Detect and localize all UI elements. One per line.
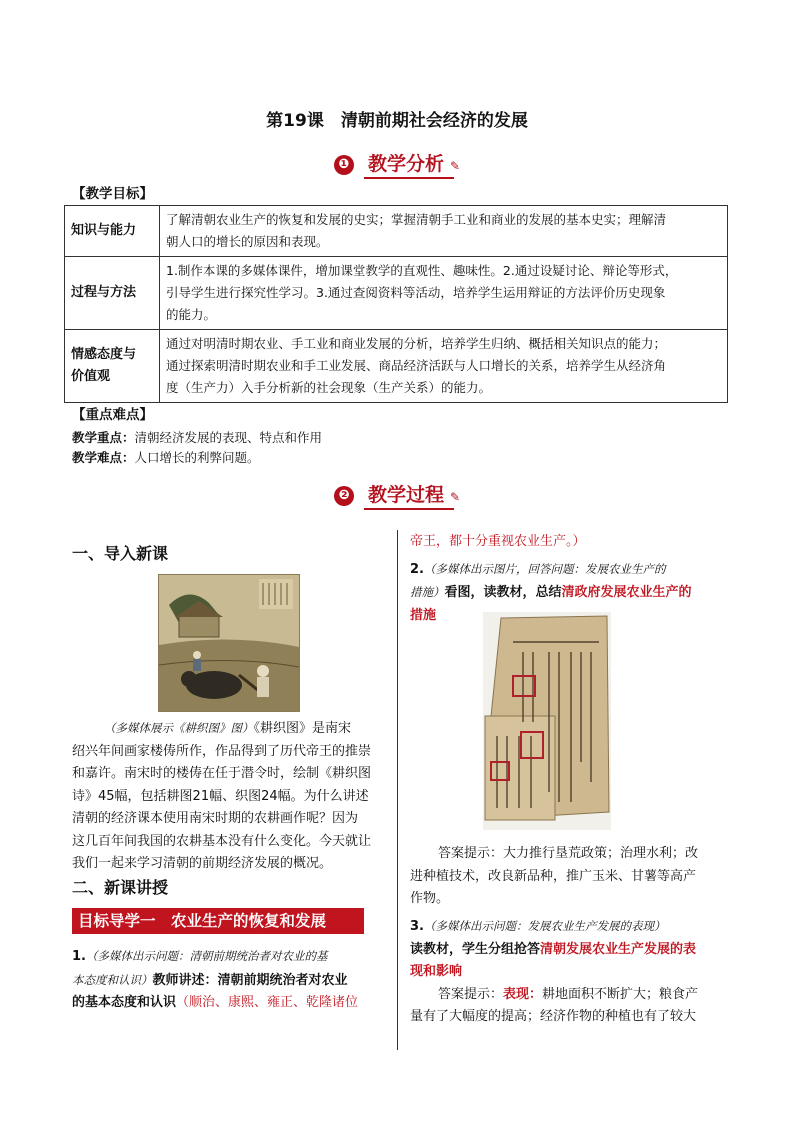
question-number: 3.	[410, 919, 424, 934]
goal-banner: 目标导学一 农业生产的恢复和发展	[72, 908, 364, 934]
difficulty-line	[72, 448, 260, 466]
media-note: （多媒体出示问题：清朝前期统治者对农业的基	[85, 949, 328, 963]
decor-dot-icon: ✎	[449, 490, 461, 504]
highlight-text: 现和影响	[410, 964, 463, 979]
para-line: 这几百年间我国的农耕基本没有什么变化。今天就让	[72, 833, 372, 849]
question-text: 教师讲述：清朝前期统治者对农业	[152, 972, 348, 988]
highlight-text: 措施	[410, 607, 437, 623]
heading-new-lesson: 二、新课讲授	[72, 878, 169, 897]
para-line: 诗》45幅，包括耕图21幅、织图24幅。为什么讲述	[72, 788, 369, 804]
row-key: 过程与方法	[65, 257, 160, 330]
para-line: 作物。	[410, 891, 450, 906]
highlight-text: 清政府发展农业生产的	[561, 585, 692, 600]
table-row	[65, 206, 728, 257]
content-line: 引导学生进行探究性学习。3.通过查阅资料等活动，培养学生运用辩证的方法评价历史现象	[166, 285, 666, 300]
highlight-text: （顺治、康熙、雍正、乾隆诸位	[176, 995, 359, 1010]
question-text: 的基本态度和认识	[72, 995, 177, 1010]
content-line: 了解清朝农业生产的恢复和发展的史实；掌握清朝手工业和商业的发展的基本史实；理解清	[166, 212, 667, 227]
lesson-title: 第19课 清朝前期社会经济的发展	[266, 111, 528, 131]
deed-document-image	[483, 612, 611, 830]
question-3	[410, 915, 730, 1029]
media-note: （多媒体展示《耕织图》图）	[104, 721, 254, 735]
para-line: 大力推行垦荒政策；治理水利；改	[503, 846, 699, 861]
difficulty-text: 人口增长的利弊问题。	[134, 450, 260, 465]
para-line: 清朝的经济课本使用南宋时期的农耕画作呢？因为	[72, 811, 359, 826]
keypoints-label: 【重点难点】	[72, 407, 153, 423]
question-1	[72, 945, 392, 1015]
gengzhi-painting-image	[158, 574, 300, 712]
highlight-text: 表现：	[503, 986, 543, 1002]
content-line: 通过对明清时期农业、手工业和商业发展的分析，培养学生归纳、概括相关知识点的能力；	[166, 336, 667, 351]
key-line: 价值观	[71, 369, 111, 384]
row-key	[65, 330, 160, 403]
content-line: 的能力。	[166, 307, 217, 322]
key-line: 情感态度与	[71, 347, 137, 362]
painting-illustration	[159, 575, 299, 711]
row-content	[160, 330, 728, 403]
column-divider	[397, 530, 398, 1050]
content-line: 朝人口的增长的原因和表现。	[166, 234, 329, 249]
objectives-table	[64, 205, 728, 403]
difficulty-label: 教学难点：	[72, 450, 135, 465]
section-title: 教学过程	[364, 484, 454, 510]
intro-paragraph	[72, 717, 392, 876]
answer-label: 答案提示：	[438, 846, 504, 861]
table-row	[65, 257, 728, 330]
section-title: 教学分析	[364, 153, 454, 179]
media-note: （多媒体出示图片，回答问题：发展农业生产的	[423, 561, 666, 576]
section-number-badge: ❶	[334, 155, 354, 175]
answer-label: 答案提示：	[438, 986, 504, 1002]
para-line: 我们一起来学习清朝的前期经济发展的概况。	[72, 856, 333, 871]
objectives-label: 【教学目标】	[72, 186, 153, 202]
question-text: 看图，读教材，总结	[444, 585, 562, 600]
heading-intro: 一、导入新课	[72, 544, 169, 563]
content-line: 度（生产力）入手分析新的社会现象（生产关系）的能力。	[166, 380, 492, 395]
table-row	[65, 330, 728, 403]
document-illustration	[483, 612, 611, 830]
question-number: 1.	[72, 949, 86, 964]
para-line: 量有了大幅度的提高；经济作物的种植也有了较大	[410, 1009, 697, 1024]
content-line: 1.制作本课的多媒体课件，增加课堂教学的直观性、趣味性。2.通过设疑讨论、辩论等形式，	[166, 263, 678, 278]
question-number: 2.	[410, 561, 424, 577]
question-text: 读教材，学生分组抢答	[410, 941, 541, 957]
para-line: 耕地面积不断扩大；粮食产	[542, 986, 699, 1002]
focus-label: 教学重点：	[72, 430, 135, 445]
decor-dot-icon: ✎	[449, 159, 461, 173]
para-line: 绍兴年间画家楼俦所作，作品得到了历代帝王的推崇	[72, 743, 372, 759]
focus-line	[72, 428, 322, 446]
section-heading-analysis	[0, 149, 794, 176]
section-number-badge: ❷	[334, 486, 354, 506]
media-note: 措施）	[410, 585, 445, 599]
content-line: 通过探索明清时期农业和手工业发展、商品经济活跃与人口增长的关系，培养学生从经济角	[166, 358, 667, 373]
highlight-text: 帝王，都十分重视农业生产。）	[410, 534, 586, 549]
section-heading-process	[0, 480, 794, 507]
highlight-text: 清朝发展农业生产发展的表	[540, 941, 697, 957]
media-note: （多媒体出示问题：发展农业生产发展的表现）	[423, 919, 666, 933]
row-content	[160, 206, 728, 257]
row-key: 知识与能力	[65, 206, 160, 257]
answer-2	[410, 843, 730, 911]
focus-text: 清朝经济发展的表现、特点和作用	[134, 430, 323, 445]
row-content	[160, 257, 728, 330]
media-note: 本态度和认识）	[72, 972, 153, 987]
para-line: 和嘉许。南宋时的楼俦在任于潜令时，绘制《耕织图	[72, 766, 372, 781]
para-line: 《耕织图》是南宋	[253, 721, 352, 736]
para-line: 进种植技术，改良新品种，推广玉米、甘薯等高产	[410, 868, 697, 884]
